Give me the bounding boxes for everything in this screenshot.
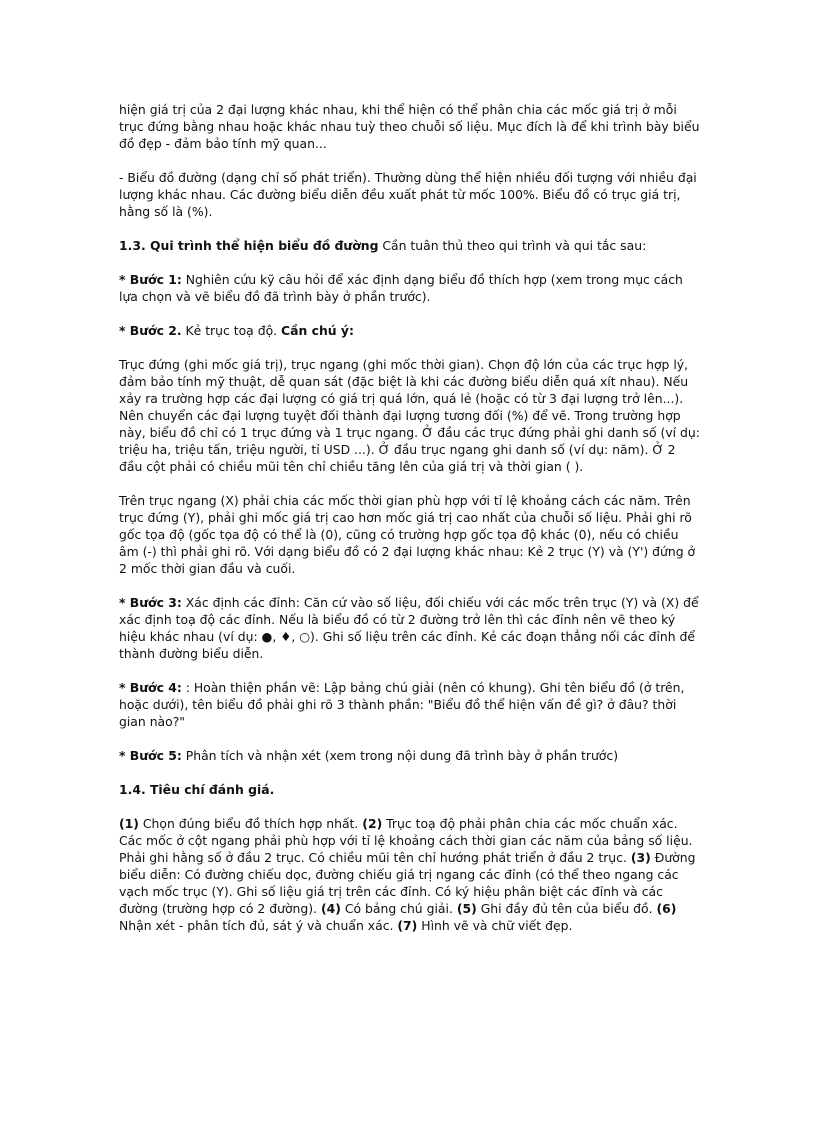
step-5-text: Phân tích và nhận xét (xem trong nội dung đã trình bày ở phần trước)	[181, 748, 619, 763]
step-3-text: Xác định các đỉnh: Căn cứ vào số liệu, đối chiếu với các mốc trên trục (Y) và (X) để xác định toạ độ các đỉnh. Nếu là biểu đồ có từ 2 đường trở lên thì các đỉnh nên vẽ theo ký hiệu khác nhau (ví dụ: ●, ♦, ○). Ghi số liệu trên các đỉnh. Kẻ các đoạn thẳng nối các đỉnh để thành đường biểu diễn.	[119, 595, 699, 661]
criterion-3-text: Đường biểu diễn: Có đường chiếu dọc, đường chiếu giá trị ngang các đỉnh (có thể theo ngang các vạch mốc trục (Y). Ghi số liệu giá trị trên các đỉnh. Có ký hiệu phân biệt các đỉnh và các đường (trường hợp có 2 đường).	[119, 850, 696, 916]
document-page	[119, 101, 701, 934]
step-1-text: Nghiên cứu kỹ câu hỏi để xác định dạng biểu đồ thích hợp (xem trong mục cách lựa chọn và vẽ biểu đồ đã trình bày ở phần trước).	[119, 272, 683, 304]
paragraph-axis-2: Trên trục ngang (X) phải chia các mốc thời gian phù hợp với tỉ lệ khoảng cách các năm. Trên trục đứng (Y), phải ghi mốc giá trị cao hơn mốc giá trị cao nhất của chuỗi số liệu. Phải ghi rõ gốc tọa độ (gốc tọa độ có thể là (0), cũng có trường hợp gốc tọa độ khác (0), nếu có chiều âm (-) thì phải ghi rõ. Với dạng biểu đồ có 2 đại lượng khác nhau: Kẻ 2 trục (Y) và (Y') đứng ở 2 mốc thời gian đầu và cuối.	[119, 493, 696, 576]
step-1	[119, 271, 701, 305]
section-1-4-title: 1.4. Tiêu chí đánh giá.	[119, 782, 275, 797]
criterion-7-number: (7)	[397, 918, 418, 933]
step-5-label: * Bước 5:	[119, 748, 182, 763]
paragraph-intro: hiện giá trị của 2 đại lượng khác nhau, khi thể hiện có thể phân chia các mốc giá trị ở mỗi trục đứng bằng nhau hoặc khác nhau tuỳ theo chuỗi số liệu. Mục đích là để khi trình bày biểu đồ đẹp - đảm bảo tính mỹ quan...	[119, 102, 700, 151]
step-4	[119, 679, 701, 730]
step-2-label: * Bước 2.	[119, 323, 182, 338]
paragraph-line-chart: - Biểu đồ đường (dạng chỉ số phát triển). Thường dùng thể hiện nhiều đối tượng với nhiều đại lượng khác nhau. Các đường biểu diễn đều xuất phát từ mốc 100%. Biểu đồ có trục giá trị, hằng số là (%).	[119, 170, 697, 219]
criterion-1-text: Chọn đúng biểu đồ thích hợp nhất.	[138, 816, 363, 831]
criterion-4-text: Có bảng chú giải.	[340, 901, 457, 916]
step-3	[119, 594, 701, 662]
criterion-6-text: Nhận xét - phân tích đủ, sát ý và chuẩn xác.	[119, 918, 398, 933]
step-2	[119, 322, 701, 339]
step-4-label: * Bước 4:	[119, 680, 182, 695]
section-1-3-title: 1.3. Qui trình thể hiện biểu đồ đường	[119, 238, 379, 253]
step-2-note: Cần chú ý:	[281, 323, 354, 338]
criterion-2-text: Trục toạ độ phải phân chia các mốc chuẩn xác. Các mốc ở cột ngang phải phù hợp với tỉ lệ khoảng cách thời gian các năm của bảng số liệu. Phải ghi hằng số ở đầu 2 trục. Có chiều mũi tên chỉ hướng phát triển ở đầu 2 trục.	[119, 816, 693, 865]
criteria-paragraph	[119, 815, 701, 934]
criterion-5-number: (5)	[456, 901, 477, 916]
criterion-7-text: Hình vẽ và chữ viết đẹp.	[417, 918, 573, 933]
criterion-3-number: (3)	[630, 850, 651, 865]
criterion-1-number: (1)	[119, 816, 139, 831]
criterion-2-number: (2)	[362, 816, 383, 831]
paragraph-axis-1: Trục đứng (ghi mốc giá trị), trục ngang (ghi mốc thời gian). Chọn độ lớn của các trục hợp lý, đảm bảo tính mỹ thuật, dễ quan sát (đặc biệt là khi các đường biểu diễn quá xít nhau). Nếu xảy ra trường hợp các đại lượng có giá trị quá lớn, quá lẻ (hoặc có từ 3 đại lượng trở lên...). Nên chuyển các đại lượng tuyệt đối thành đại lượng tương đối (%) để vẽ. Trong trường hợp này, biểu đồ chỉ có 1 trục đứng và 1 trục ngang. Ở đầu các trục đứng phải ghi danh số (ví dụ: triệu ha, triệu tấn, triệu người, tỉ USD ...). Ở đầu trục ngang ghi danh số (ví dụ: năm). Ở 2 đầu cột phải có chiều mũi tên chỉ chiều tăng lên của giá trị và thời gian ( ).	[119, 357, 700, 474]
step-5	[119, 747, 701, 764]
section-1-3	[119, 237, 701, 254]
criterion-4-number: (4)	[320, 901, 341, 916]
criterion-6-number: (6)	[656, 901, 677, 916]
step-2-text: Kẻ trục toạ độ.	[181, 323, 282, 338]
step-3-label: * Bước 3:	[119, 595, 182, 610]
step-4-text: : Hoàn thiện phần vẽ: Lập bảng chú giải (nên có khung). Ghi tên biểu đồ (ở trên, hoặc dưới), tên biểu đồ phải ghi rõ 3 thành phần: "Biểu đồ thể hiện vấn đề gì? ở đâu? thời gian nào?"	[119, 680, 685, 729]
section-1-3-text: Cần tuân thủ theo qui trình và qui tắc sau:	[378, 238, 647, 253]
criterion-5-text: Ghi đầy đủ tên của biểu đồ.	[476, 901, 657, 916]
step-1-label: * Bước 1:	[119, 272, 182, 287]
